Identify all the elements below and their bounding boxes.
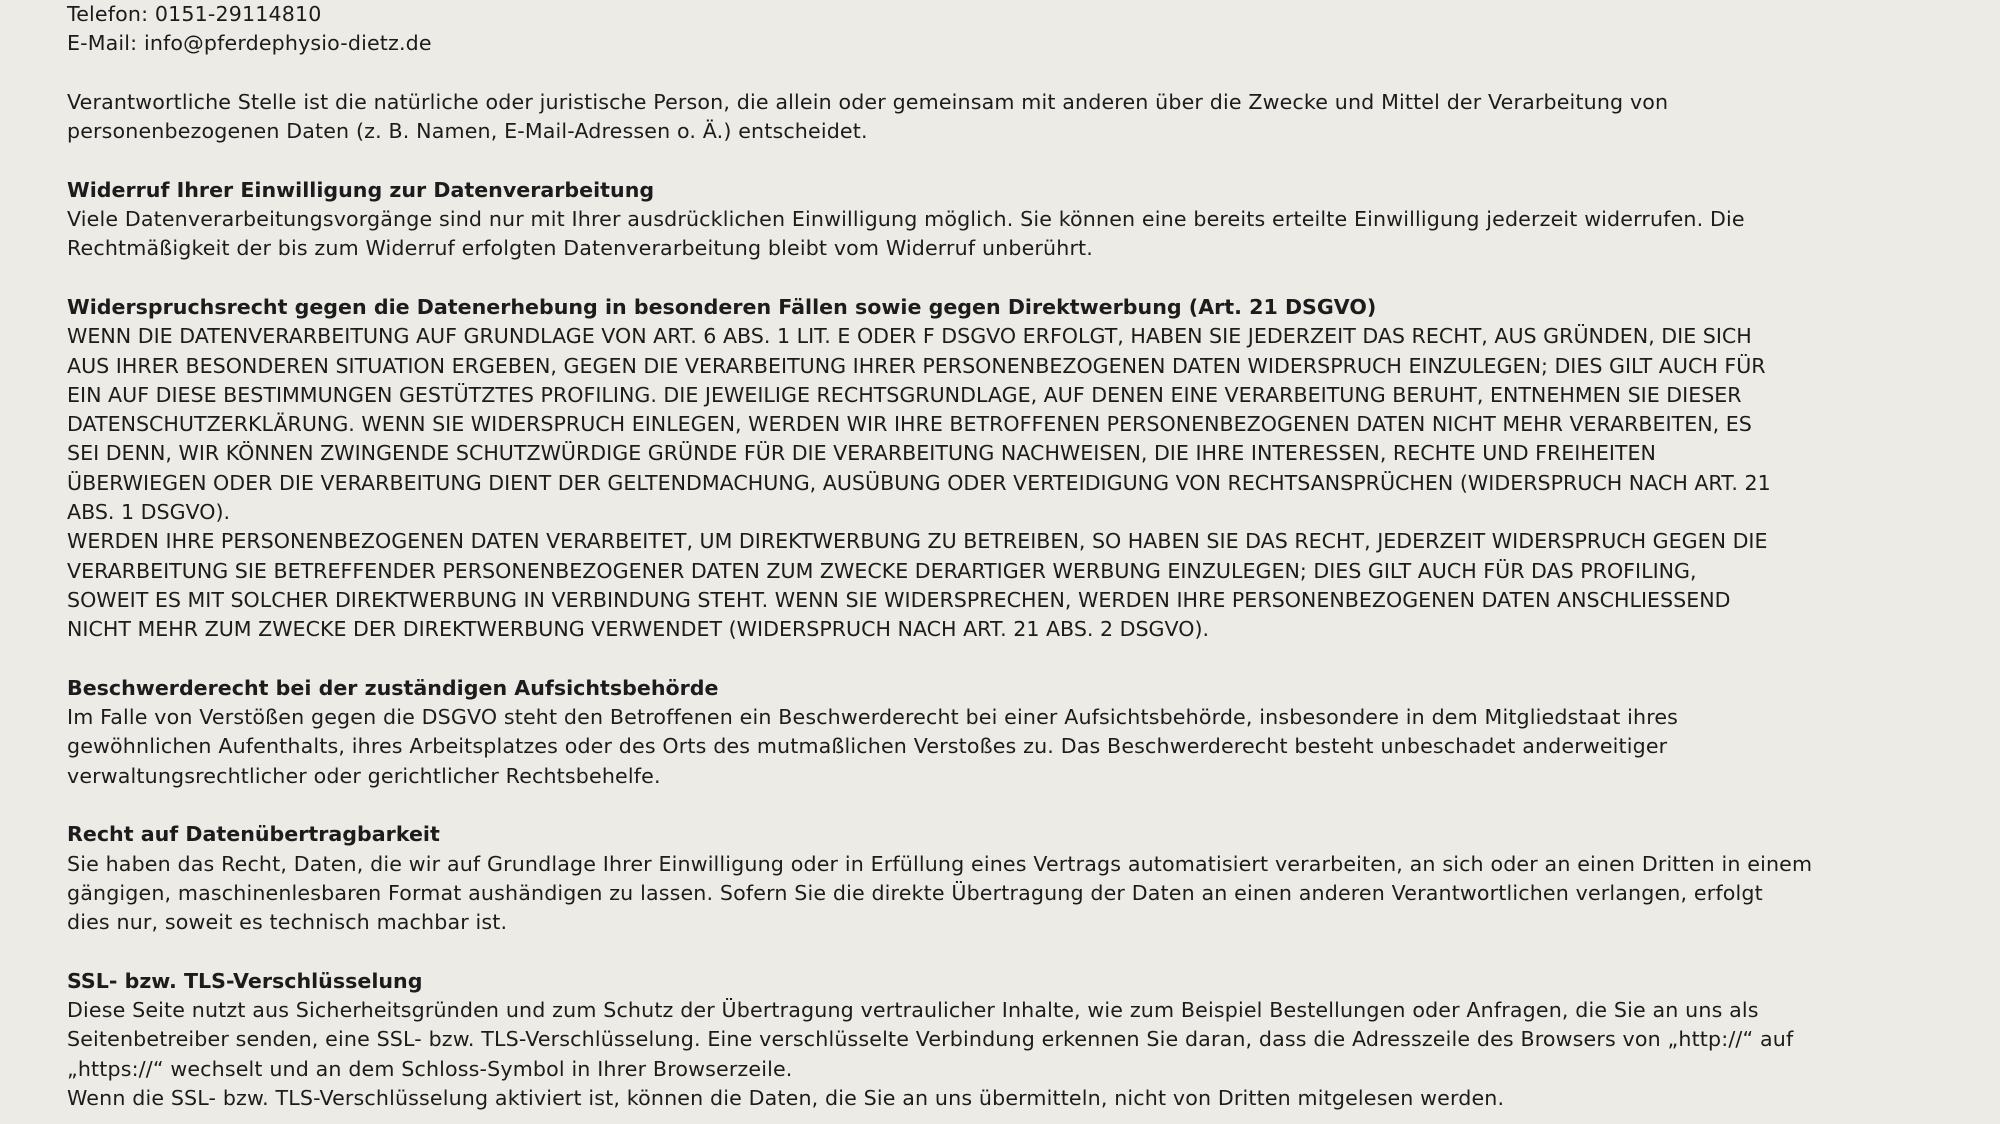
paragraph-gap (67, 645, 1967, 674)
paragraph-gap (67, 791, 1967, 820)
contact-block (67, 0, 1967, 59)
section-heading: Beschwerderecht bei der zuständigen Aufsichtsbehörde (67, 675, 719, 700)
paragraph-gap (67, 59, 1967, 88)
section-line: Viele Datenverarbeitungsvorgänge sind nur mit Ihrer ausdrücklichen Einwilligung möglich. Sie können eine bereits erteilte Einwilligung jederzeit widerrufen. Die (67, 207, 1745, 232)
section-heading: Widerruf Ihrer Einwilligung zur Datenverarbeitung (67, 177, 655, 202)
section-line: dies nur, soweit es technisch machbar ist. (67, 910, 508, 935)
intro-paragraph (67, 88, 1967, 147)
paragraph-gap (67, 938, 1967, 967)
section-heading: Recht auf Datenübertragbarkeit (67, 822, 440, 847)
section-line: SEI DENN, WIR KÖNNEN ZWINGENDE SCHUTZWÜRDIGE GRÜNDE FÜR DIE VERARBEITUNG NACHWEISEN, DIE IHRE INTERESSEN, RECHTE UND FREIHEITEN (67, 441, 1656, 466)
section-line: gängigen, maschinenlesbaren Format aushändigen zu lassen. Sofern Sie die direkte Übertragung der Daten an einen anderen Verantwortlichen verlangen, erfolgt (67, 880, 1763, 905)
section-line: AUS IHRER BESONDEREN SITUATION ERGEBEN, GEGEN DIE VERARBEITUNG IHRER PERSONENBEZOGENEN DATEN WIDERSPRUCH EINZULEGEN; DIES GILT AUCH FÜR (67, 353, 1766, 378)
section-line: Wenn die SSL- bzw. TLS-Verschlüsselung aktiviert ist, können die Daten, die Sie an uns übermitteln, nicht von Dritten mitgelesen werden. (67, 1085, 1505, 1110)
section-line: Rechtmäßigkeit der bis zum Widerruf erfolgten Datenverarbeitung bleibt vom Widerruf unberührt. (67, 236, 1093, 261)
paragraph-gap (67, 146, 1967, 175)
section-line: ÜBERWIEGEN ODER DIE VERARBEITUNG DIENT DER GELTENDMACHUNG, AUSÜBUNG ODER VERTEIDIGUNG VON RECHTSANSPRÜCHEN (WIDERSPRUCH NACH ART. 21 (67, 470, 1771, 495)
section-line: Im Falle von Verstößen gegen die DSGVO steht den Betroffenen ein Beschwerderecht bei einer Aufsichtsbehörde, insbesondere in dem Mitgliedstaat ihres (67, 705, 1679, 730)
section-line: Diese Seite nutzt aus Sicherheitsgründen und zum Schutz der Übertragung vertraulicher Inhalte, wie zum Beispiel Bestellungen oder Anfragen, die Sie an uns als (67, 998, 1759, 1023)
section-line: ABS. 1 DSGVO). (67, 500, 231, 525)
section-line: WERDEN IHRE PERSONENBEZOGENEN DATEN VERARBEITET, UM DIREKTWERBUNG ZU BETREIBEN, SO HABEN SIE DAS RECHT, JEDERZEIT WIDERSPRUCH GEGEN DIE (67, 529, 1768, 554)
section-right-to-object (67, 293, 1967, 645)
section-line: WENN DIE DATENVERARBEITUNG AUF GRUNDLAGE VON ART. 6 ABS. 1 LIT. E ODER F DSGVO ERFOLGT, HABEN SIE JEDERZEIT DAS RECHT, AUS GRÜNDEN, DIE SICH (67, 324, 1752, 349)
section-heading: SSL- bzw. TLS-Verschlüsselung (67, 968, 423, 993)
contact-email: E-Mail: info@pferdephysio-dietz.de (67, 31, 432, 56)
section-line: „https://“ wechselt und an dem Schloss-Symbol in Ihrer Browserzeile. (67, 1056, 793, 1081)
section-complaint-right (67, 674, 1967, 791)
intro-line: Verantwortliche Stelle ist die natürliche oder juristische Person, die allein oder gemeinsam mit anderen über die Zwecke und Mittel der Verarbeitung von (67, 89, 1669, 114)
section-line: NICHT MEHR ZUM ZWECKE DER DIREKTWERBUNG VERWENDET (WIDERSPRUCH NACH ART. 21 ABS. 2 DSGVO). (67, 617, 1210, 642)
contact-phone: Telefon: 0151-29114810 (67, 2, 322, 26)
section-line: gewöhnlichen Aufenthalts, ihres Arbeitsplatzes oder des Orts des mutmaßlichen Verstoßes zu. Das Beschwerderecht besteht unbeschadet anderweitiger (67, 734, 1668, 759)
paragraph-gap (67, 264, 1967, 293)
intro-line: personenbezogenen Daten (z. B. Namen, E-Mail-Adressen o. Ä.) entscheidet. (67, 119, 868, 144)
section-line: Sie haben das Recht, Daten, die wir auf Grundlage Ihrer Einwilligung oder in Erfüllung eines Vertrags automatisiert verarbeiten, an sich oder an einen Dritten in einem (67, 851, 1813, 876)
section-line: DATENSCHUTZERKLÄRUNG. WENN SIE WIDERSPRUCH EINLEGEN, WERDEN WIR IHRE BETROFFENEN PERSONENBEZOGENEN DATEN NICHT MEHR VERARBEITEN, ES (67, 412, 1752, 437)
section-line: Seitenbetreiber senden, eine SSL- bzw. TLS-Verschlüsselung. Eine verschlüsselte Verbindung erkennen Sie daran, dass die Adresszeile des Browsers von „http://“ auf (67, 1027, 1794, 1052)
section-ssl-tls (67, 967, 1967, 1113)
section-withdrawal-consent (67, 176, 1967, 264)
section-line: VERARBEITUNG SIE BETREFFENDER PERSONENBEZOGENER DATEN ZUM ZWECKE DERARTIGER WERBUNG EINZULEGEN; DIES GILT AUCH FÜR DAS PROFILING, (67, 558, 1697, 583)
section-heading: Widerspruchsrecht gegen die Datenerhebung in besonderen Fällen sowie gegen Direktwerbung (Art. 21 DSGVO) (67, 294, 1377, 319)
section-data-portability (67, 820, 1967, 937)
section-line: EIN AUF DIESE BESTIMMUNGEN GESTÜTZTES PROFILING. DIE JEWEILIGE RECHTSGRUNDLAGE, AUF DENEN EINE VERARBEITUNG BERUHT, ENTNEHMEN SIE DIESER (67, 382, 1742, 407)
privacy-policy-content (67, 0, 1967, 1113)
section-line: verwaltungsrechtlicher oder gerichtlicher Rechtsbehelfe. (67, 763, 661, 788)
section-line: SOWEIT ES MIT SOLCHER DIREKTWERBUNG IN VERBINDUNG STEHT. WENN SIE WIDERSPRECHEN, WERDEN IHRE PERSONENBEZOGENEN DATEN ANSCHLIESSEND (67, 587, 1731, 612)
